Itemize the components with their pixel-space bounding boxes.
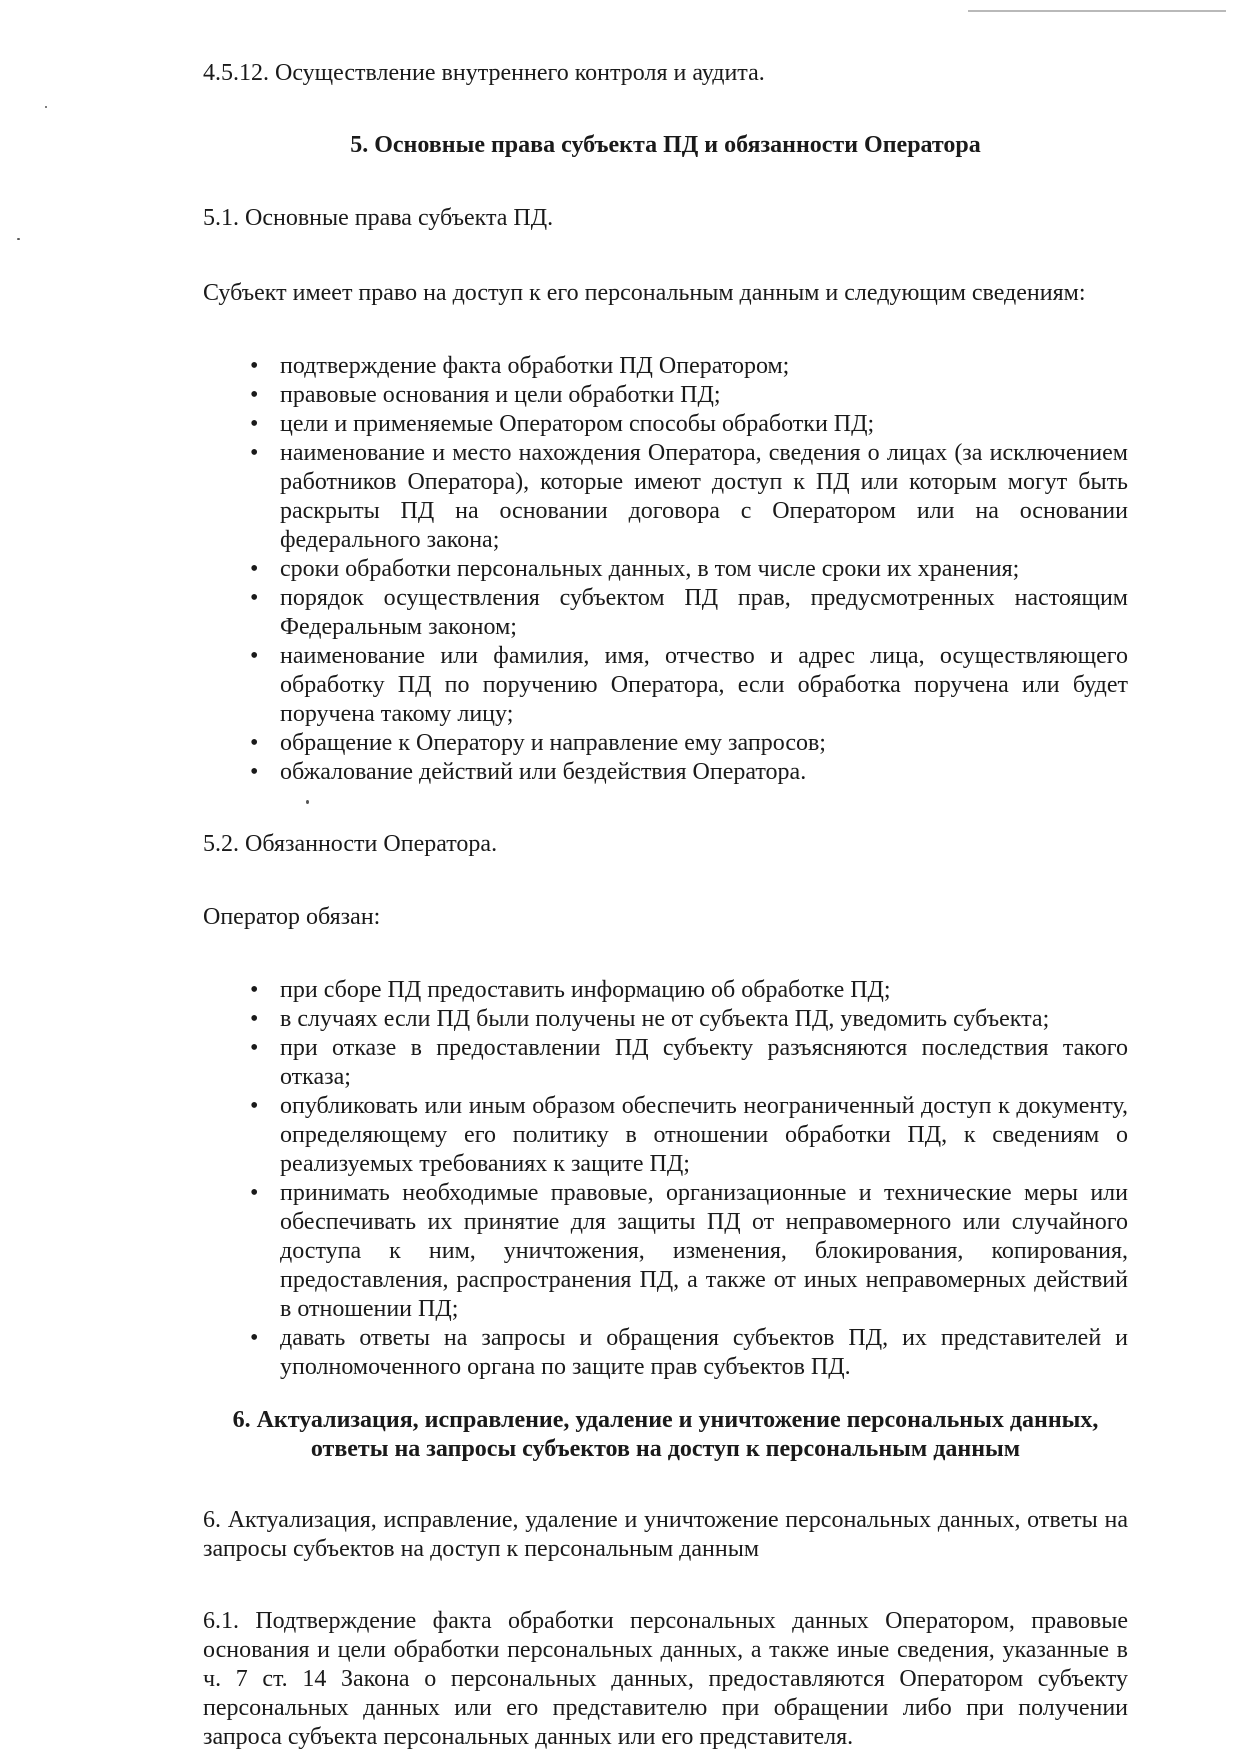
scan-speck bbox=[45, 106, 47, 108]
section-6-paragraph: 6. Актуализация, исправление, удаление и уничтожение персональных данных, ответы на запросы субъектов на доступ к персональным данным bbox=[203, 1507, 1128, 1562]
section-6-heading-line-2: ответы на запросы субъектов на доступ к персональным данным bbox=[310, 1436, 1021, 1462]
list-item: • в случаях если ПД были получены не от субъекта ПД, уведомить субъекта; bbox=[250, 1005, 1128, 1034]
list-item: • опубликовать или иным образом обеспечить неограниченный доступ к документу, определяющему его политику в отношении обработки ПД, к сведениям о реализуемых требованиях к защите ПД; bbox=[250, 1092, 1128, 1179]
list-item: • обжалование действий или бездействия Оператора. bbox=[250, 758, 1128, 787]
rights-list bbox=[203, 352, 1128, 787]
list-item: • правовые основания и цели обработки ПД; bbox=[250, 381, 1128, 410]
list-item: • принимать необходимые правовые, организационные и технические меры или обеспечивать их принятие для защиты ПД от неправомерного или случайного доступа к ним, уничтожения, изменения, блокирования, копирования, предоставления, распространения ПД, а также от иных неправомерных действий в отношении ПД; bbox=[250, 1179, 1128, 1324]
duties-intro: Оператор обязан: bbox=[203, 904, 381, 930]
section-6-heading-line-1: 6. Актуализация, исправление, удаление и уничтожение персональных данных, bbox=[232, 1407, 1099, 1433]
scan-speck bbox=[17, 238, 20, 240]
paragraph-6-1: 6.1. Подтверждение факта обработки персональных данных Оператором, правовые основания и цели обработки персональных данных, а также иные сведения, указанные в ч. 7 ст. 14 Закона о персональных данных, предоставляются Оператором субъекту персональных данных или его представителю при обращении либо при получении запроса субъекта персональных данных или его представителя. bbox=[203, 1608, 1128, 1750]
item-4-5-12: 4.5.12. Осуществление внутреннего контроля и аудита. bbox=[203, 60, 765, 86]
subsection-5-2: 5.2. Обязанности Оператора. bbox=[203, 831, 498, 857]
list-item: • наименование или фамилия, имя, отчество и адрес лица, осуществляющего обработку ПД по поручению Оператора, если обработка поручена или будет поручена такому лицу; bbox=[250, 642, 1128, 729]
list-item: • цели и применяемые Оператором способы обработки ПД; bbox=[250, 410, 1128, 439]
list-item: • наименование и место нахождения Оператора, сведения о лицах (за исключением работников Оператора), которые имеют доступ к ПД или которым могут быть раскрыты ПД на основании договора с Оператором или на основании федерального закона; bbox=[250, 439, 1128, 555]
list-item: • при сборе ПД предоставить информацию об обработке ПД; bbox=[250, 976, 1128, 1005]
list-item: • сроки обработки персональных данных, в том числе сроки их хранения; bbox=[250, 555, 1128, 584]
section-6-heading bbox=[203, 1406, 1128, 1464]
list-item: • порядок осуществления субъектом ПД прав, предусмотренных настоящим Федеральным законом; bbox=[250, 584, 1128, 642]
document-page bbox=[203, 0, 1128, 1752]
list-item: • при отказе в предоставлении ПД субъекту разъясняются последствия такого отказа; bbox=[250, 1034, 1128, 1092]
list-item: • обращение к Оператору и направление ему запросов; bbox=[250, 729, 1128, 758]
section-5-heading: 5. Основные права субъекта ПД и обязанности Оператора bbox=[350, 132, 981, 158]
rights-intro: Субъект имеет право на доступ к его персональным данным и следующим сведениям: bbox=[203, 280, 1086, 306]
list-item: • давать ответы на запросы и обращения субъектов ПД, их представителей и уполномоченного органа по защите прав субъектов ПД. bbox=[250, 1324, 1128, 1382]
duties-list bbox=[203, 976, 1128, 1382]
subsection-5-1: 5.1. Основные права субъекта ПД. bbox=[203, 205, 554, 231]
list-item: • подтверждение факта обработки ПД Оператором; bbox=[250, 352, 1128, 381]
